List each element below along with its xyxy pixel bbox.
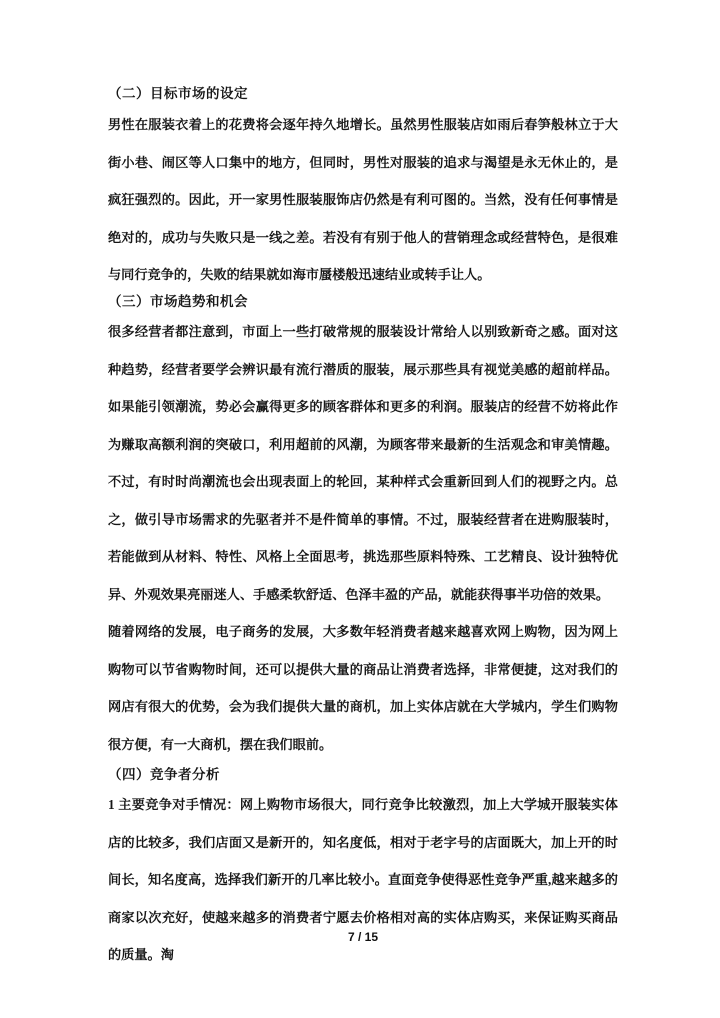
paragraph-competitor-analysis: 1 主要竞争对手情况：网上购物市场很大，同行竞争比较激烈，加上大学城开服装实体店的比较多，我们店面又是新开的，知名度低，相对于老字号的店面既大，加上开的时间长，知名度高，选择我们新开的几率比较小。直面竞争使得恶性竞争严重,越来越多的商家以次充好，使越来越多的消费者宁愿去价格相对高的实体店购买，来保证购买商品的质量。淘 [108, 797, 618, 962]
paragraph-target-market: 男性在服装衣着上的花费将会逐年持久地增长。虽然男性服装店如雨后春笋般林立于大街小巷、闹区等人口集中的地方，但同时，男性对服装的追求与渴望是永无休止的，是疯狂强烈的。因此，开一家男性服装服饰店仍然是有利可图的。当然，没有任何事情是绝对的，成功与失败只是一线之差。若没有有别于他人的营销理念或经营特色，是很难与同行竞争的，失败的结果就如海市蜃楼般迅速结业或转手让人。 [108, 117, 618, 282]
page-number-label: 7 / 15 [347, 930, 379, 944]
section-heading-target-market: （二）目标市场的设定 [108, 86, 248, 101]
section-heading-competitor-analysis: （四）竞争者分析 [108, 767, 220, 782]
paragraph-market-trends-2: 随着网络的发展，电子商务的发展，大多数年轻消费者越来越喜欢网上购物，因为网上购物可以节省购物时间，还可以提供大量的商品让消费者选择，非常便捷，这对我们的网店有很大的优势，会为我们提供大量的商机，加上实体店就在大学城内，学生们购物很方便，有一大商机，摆在我们眼前。 [108, 624, 618, 752]
paragraph-market-trends-1: 很多经营者都注意到，市面上一些打破常规的服装设计常给人以别致新奇之感。面对这种趋势，经营者要学会辨识最有流行潜质的服装，展示那些具有视觉美感的超前样品。如果能引领潮流，势必会赢得更多的顾客群体和更多的利润。服装店的经营不妨将此作为赚取高额利润的突破口，利用超前的风潮，为顾客带来最新的生活观念和审美情趣。不过，有时时尚潮流也会出现表面上的轮回，某种样式会重新回到人们的视野之内。总之，做引导市场需求的先驱者并不是件简单的事情。不过，服装经营者在进购服装时，若能做到从材料、特性、风格上全面思考，挑选那些原料特殊、工艺精良、设计独特优异、外观效果亮丽迷人、手感柔软舒适、色泽丰盈的产品，就能获得事半功倍的效果。 [108, 324, 618, 602]
section-heading-market-trends: （三）市场趋势和机会 [108, 294, 248, 309]
